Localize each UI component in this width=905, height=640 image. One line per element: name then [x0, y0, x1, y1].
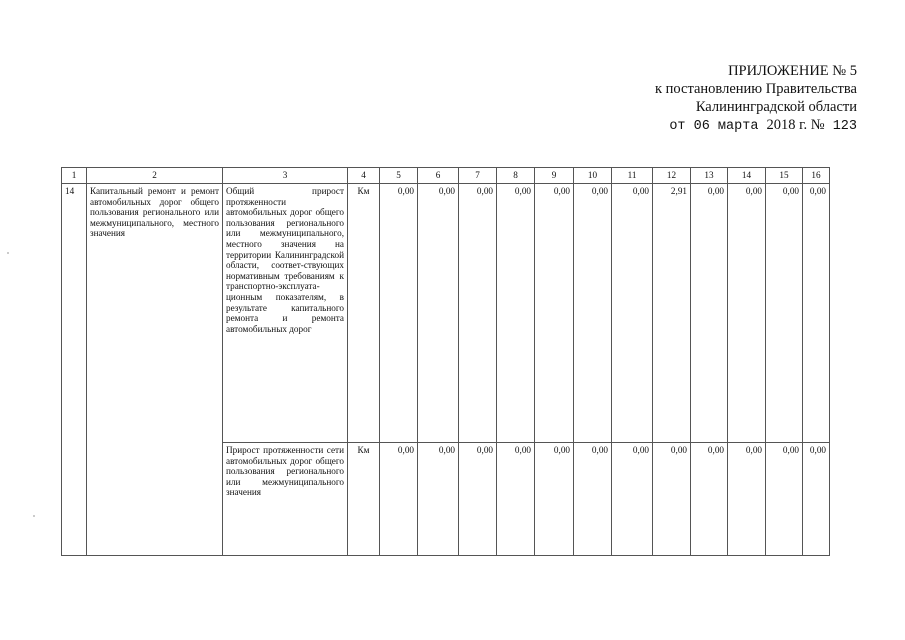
appendix-date-line — [655, 116, 857, 136]
value-cell: 0,00 — [418, 184, 459, 443]
value-cell: 0,00 — [535, 443, 574, 556]
value-cell: 0,00 — [459, 443, 497, 556]
value-cell: 0,00 — [535, 184, 574, 443]
column-header: 1 — [62, 168, 87, 184]
column-header: 9 — [535, 168, 574, 184]
value-cell: 0,00 — [803, 184, 830, 443]
value-cell: 0,00 — [612, 443, 653, 556]
appendix-resolution-line: к постановлению Правительства — [655, 81, 857, 97]
value-cell: 0,00 — [653, 443, 691, 556]
value-cell: 0,00 — [803, 443, 830, 556]
value-cell: 0,00 — [497, 184, 535, 443]
unit-cell: Км — [348, 443, 380, 556]
value-cell: 0,00 — [728, 443, 766, 556]
table-row — [62, 184, 830, 443]
value-cell: 0,00 — [497, 443, 535, 556]
row-number-cell: 14 — [62, 184, 87, 556]
value-cell: 0,00 — [574, 443, 612, 556]
appendix-date: от 06 марта — [669, 119, 759, 134]
appendix-header — [655, 62, 857, 136]
unit-cell: Км — [348, 184, 380, 443]
appendix-year: 2018 г. № — [766, 117, 825, 133]
column-header: 4 — [348, 168, 380, 184]
column-header: 16 — [803, 168, 830, 184]
column-header: 6 — [418, 168, 459, 184]
column-header: 3 — [223, 168, 348, 184]
column-number-row — [62, 168, 830, 184]
value-cell: 0,00 — [728, 184, 766, 443]
column-header: 8 — [497, 168, 535, 184]
value-cell: 2,91 — [653, 184, 691, 443]
value-cell: 0,00 — [691, 443, 728, 556]
column-header: 7 — [459, 168, 497, 184]
activity-cell: Капитальный ремонт и ремонт автомобильных дорог общего пользования регионального или межмуниципального, местного значения — [87, 184, 223, 556]
column-header: 11 — [612, 168, 653, 184]
appendix-region-line: Калининградской области — [695, 99, 857, 115]
indicators-table — [61, 167, 830, 556]
column-header: 15 — [766, 168, 803, 184]
value-cell: 0,00 — [380, 184, 418, 443]
value-cell: 0,00 — [766, 443, 803, 556]
appendix-number: 123 — [832, 119, 857, 134]
indicator-name-cell: Общий прирост протяженности автомобильных дорог общего пользования регионального или межмуниципального, местного значения на территории Калининградской области, соответ-ствующих нормативным требованиям к транспортно-эксплуата-ционным показателям, в результате капитального ремонта и ремонта автомобильных дорог — [223, 184, 348, 443]
column-header: 10 — [574, 168, 612, 184]
column-header: 12 — [653, 168, 691, 184]
value-cell: 0,00 — [574, 184, 612, 443]
value-cell: 0,00 — [612, 184, 653, 443]
value-cell: 0,00 — [380, 443, 418, 556]
value-cell: 0,00 — [459, 184, 497, 443]
value-cell: 0,00 — [691, 184, 728, 443]
column-header: 5 — [380, 168, 418, 184]
column-header: 2 — [87, 168, 223, 184]
value-cell: 0,00 — [418, 443, 459, 556]
indicator-name-cell: Прирост протяженности сети автомобильных дорог общего пользования регионального или межмуниципального значения — [223, 443, 348, 556]
appendix-title: ПРИЛОЖЕНИЕ № 5 — [728, 63, 857, 79]
scan-speck — [7, 252, 9, 254]
scan-speck — [33, 515, 35, 517]
column-header: 14 — [728, 168, 766, 184]
value-cell: 0,00 — [766, 184, 803, 443]
column-header: 13 — [691, 168, 728, 184]
